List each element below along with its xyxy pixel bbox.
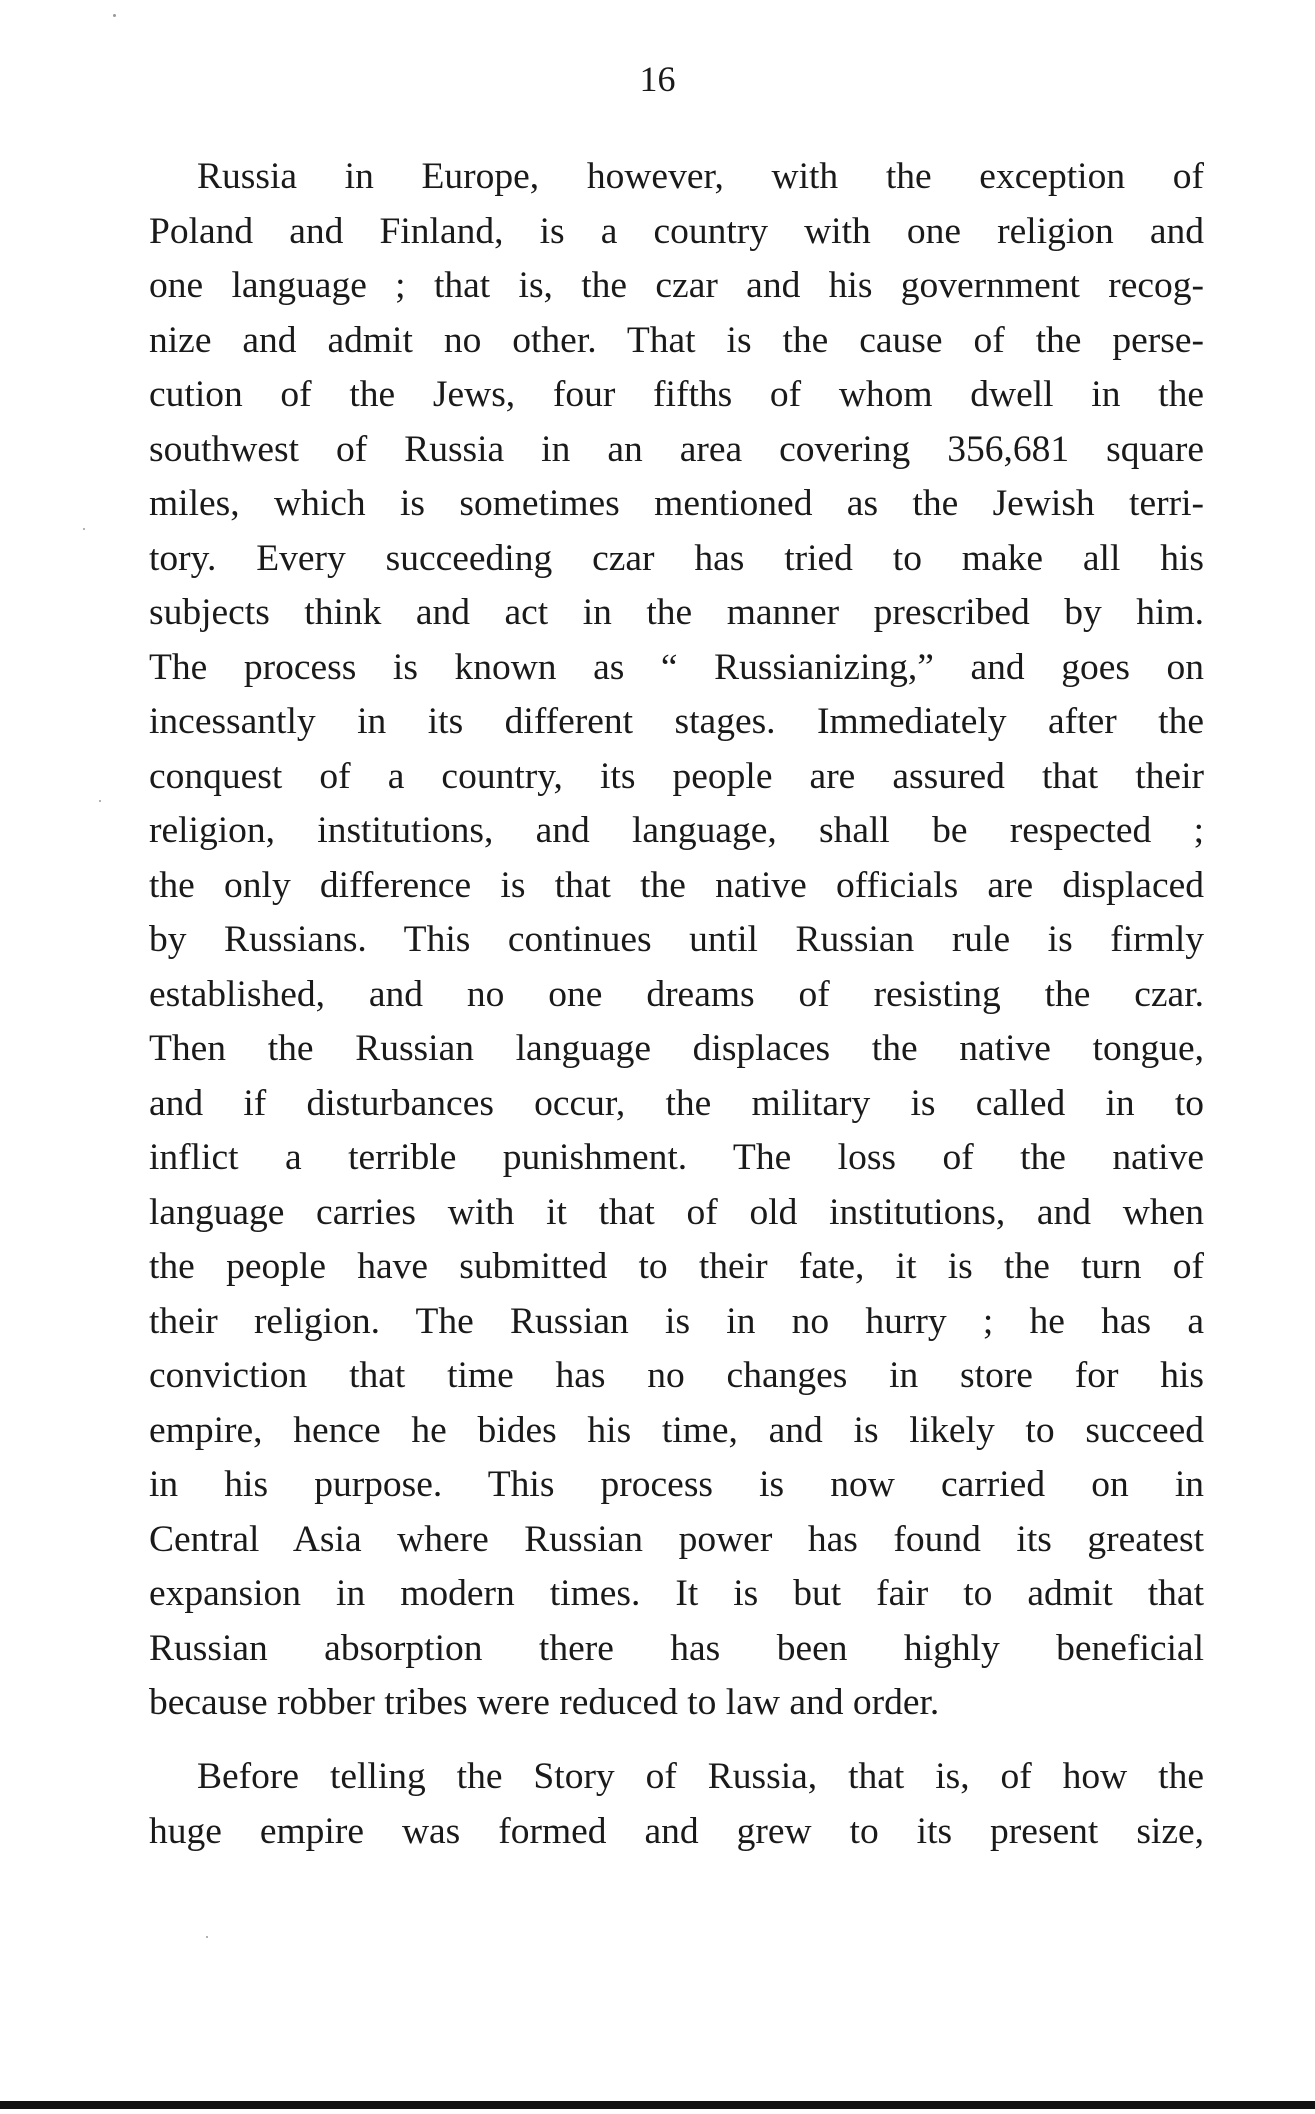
text-line: cution of the Jews, four fifths of whom dwell in the: [149, 374, 1204, 415]
scan-speck: [113, 14, 116, 17]
text-line: their religion. The Russian is in no hurry ; he has a: [149, 1300, 1204, 1342]
text-line: and if disturbances occur, the military is called in to: [149, 1082, 1204, 1124]
text-line: miles, which is sometimes mentioned as the Jewish terri-: [149, 483, 1204, 524]
text-line: The process is known as “ Russianizing,” and goes on: [149, 646, 1204, 688]
text-line: Russian absorption there has been highly beneficial: [149, 1627, 1204, 1669]
scan-speck: [83, 528, 85, 530]
text-line: southwest of Russia in an area covering 356,681 square: [149, 428, 1204, 470]
text-line: religion, institutions, and language, shall be respected ;: [149, 810, 1204, 851]
page-number: 16: [639, 59, 676, 99]
text-line: the people have submitted to their fate, it is the turn of: [149, 1246, 1204, 1287]
text-line: expansion in modern times. It is but fair to admit that: [149, 1573, 1204, 1614]
text-line: Central Asia where Russian power has found its greatest: [149, 1518, 1204, 1560]
text-line: conquest of a country, its people are assured that their: [149, 755, 1204, 797]
text-line: Poland and Finland, is a country with one religion and: [149, 210, 1204, 252]
text-line: subjects think and act in the manner prescribed by him.: [149, 592, 1204, 633]
scan-speck: [99, 800, 101, 802]
text-line: the only difference is that the native officials are displaced: [149, 864, 1204, 906]
text-line: Then the Russian language displaces the native tongue,: [149, 1028, 1204, 1069]
paragraph-1: [149, 150, 1204, 1731]
text-line: empire, hence he bides his time, and is likely to succeed: [149, 1409, 1204, 1451]
text-line: Russia in Europe, however, with the exception of: [197, 156, 1204, 197]
text-line: tory. Every succeeding czar has tried to make all his: [149, 537, 1204, 579]
text-line: Before telling the Story of Russia, that is, of how the: [197, 1756, 1204, 1797]
text-line: one language ; that is, the czar and his government recog-: [149, 265, 1204, 306]
text-line: because robber tribes were reduced to law and order.: [149, 1682, 940, 1723]
scan-speck: [206, 1936, 208, 1938]
text-line: in his purpose. This process is now carried on in: [149, 1464, 1204, 1505]
text-line: established, and no one dreams of resisting the czar.: [149, 973, 1204, 1015]
text-line: conviction that time has no changes in store for his: [149, 1355, 1204, 1396]
page-bottom-edge: [0, 2101, 1315, 2109]
text-line: nize and admit no other. That is the cause of the perse-: [149, 319, 1204, 361]
text-line: huge empire was formed and grew to its present size,: [149, 1810, 1204, 1852]
paragraph-2: [149, 1750, 1204, 1859]
text-line: by Russians. This continues until Russian rule is firmly: [149, 919, 1204, 960]
text-line: incessantly in its different stages. Immediately after the: [149, 701, 1204, 742]
text-line: inflict a terrible punishment. The loss of the native: [149, 1137, 1204, 1178]
text-line: language carries with it that of old institutions, and when: [149, 1191, 1204, 1233]
